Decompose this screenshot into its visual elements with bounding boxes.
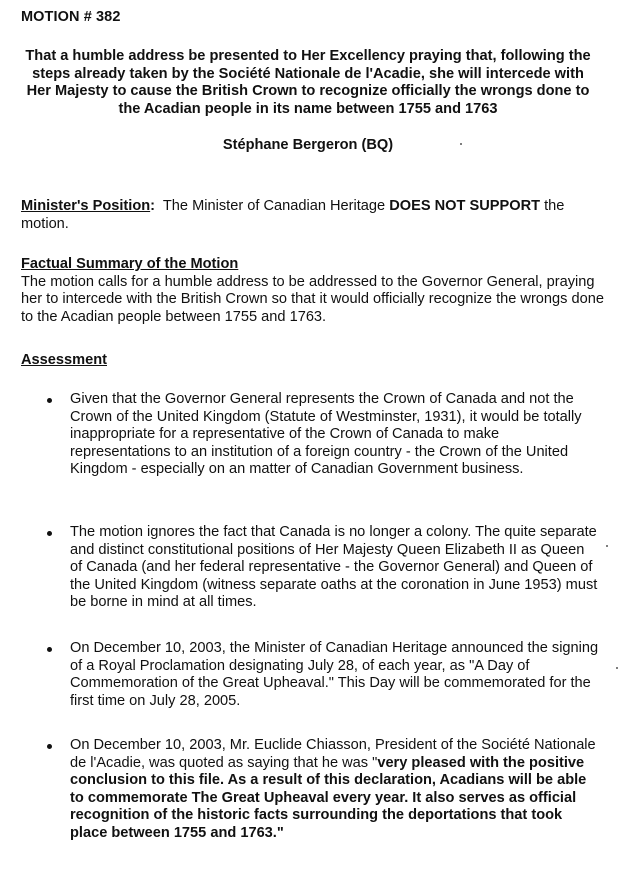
scan-speck	[460, 143, 462, 145]
assessment-bullet-quote: very pleased with the positive conclusion to this file. As a result of this declaration, Acadians will be able to commemorate The Great Upheaval every year. It also serves as official recognition of the historic facts surrounding the deportations that took place between 1755 and 1763."	[70, 754, 587, 841]
assessment-bullet-lead: On December 10, 2003, Mr. Euclide Chiasson, President of the Société Nationale de l'Acadie, was quoted as saying that he was "	[70, 737, 596, 771]
minister-position-heading: Minister's Position	[21, 198, 151, 214]
minister-position-lead: The Minister of Canadian Heritage	[162, 198, 386, 214]
factual-summary-heading: Factual Summary of the Motion	[21, 256, 239, 272]
assessment-heading: Assessment	[21, 352, 107, 368]
assessment-heading-wrap	[21, 352, 606, 370]
motion-sponsor: Stéphane Bergeron (BQ)	[222, 137, 394, 153]
motion-text: That a humble address be presented to Her Excellency praying that, following the steps already taken by the Société Nationale de l'Acadie, she will intercede with Her Majesty to cause the British Crown to recognize officially the wrongs done to the Acadian people in its name between 1755 and 1763	[25, 48, 591, 117]
assessment-bullet-text: Given that the Governor General represents the Crown of Canada and not the Crown of the United Kingdom (Statute of Westminster, 1931), it would be totally inappropriate for a representative of the Crown of Canada to make representations to an institution of a foreign country - the Crown of the United Kingdom - especially on an matter of Canadian Government business.	[70, 391, 582, 478]
bullet-icon	[47, 744, 52, 749]
assessment-bullet-text: On December 10, 2003, the Minister of Canadian Heritage announced the signing of a Royal Proclamation designating July 28, of each year, as "A Day of Commemoration of the Great Upheaval." This Day will be commemorated for the first time on July 28, 2005.	[70, 640, 599, 709]
assessment-bullet-text: The motion ignores the fact that Canada is no longer a colony. The quite separate and distinct constitutional positions of Her Majesty Queen Elizabeth II as Queen of Canada (and her federal representative - the Governor General) and Queen of the United Kingdom (witness separate oaths at the coronation in June 1953) must be borne in mind at all times.	[70, 524, 598, 611]
minister-position-section	[21, 198, 606, 233]
assessment-bullet	[70, 640, 600, 710]
minister-position-emphasis: DOES NOT SUPPORT	[389, 198, 541, 214]
factual-summary-section	[21, 256, 606, 326]
bullet-icon	[47, 531, 52, 536]
factual-summary-text: The motion calls for a humble address to be addressed to the Governor General, praying her to intercede with the British Crown so that it would officially recognize the wrongs done to the Acadian people between 1755 and 1763.	[21, 273, 604, 325]
minister-position-tail: the motion.	[21, 198, 565, 232]
bullet-icon	[47, 398, 52, 403]
motion-number: MOTION # 382	[21, 9, 121, 25]
scan-speck	[606, 545, 608, 547]
assessment-bullet	[70, 391, 600, 479]
bullet-icon	[47, 647, 52, 652]
scan-speck	[616, 667, 618, 669]
minister-position-colon: :	[150, 198, 156, 214]
assessment-bullet	[70, 524, 600, 612]
assessment-bullet	[70, 737, 600, 843]
